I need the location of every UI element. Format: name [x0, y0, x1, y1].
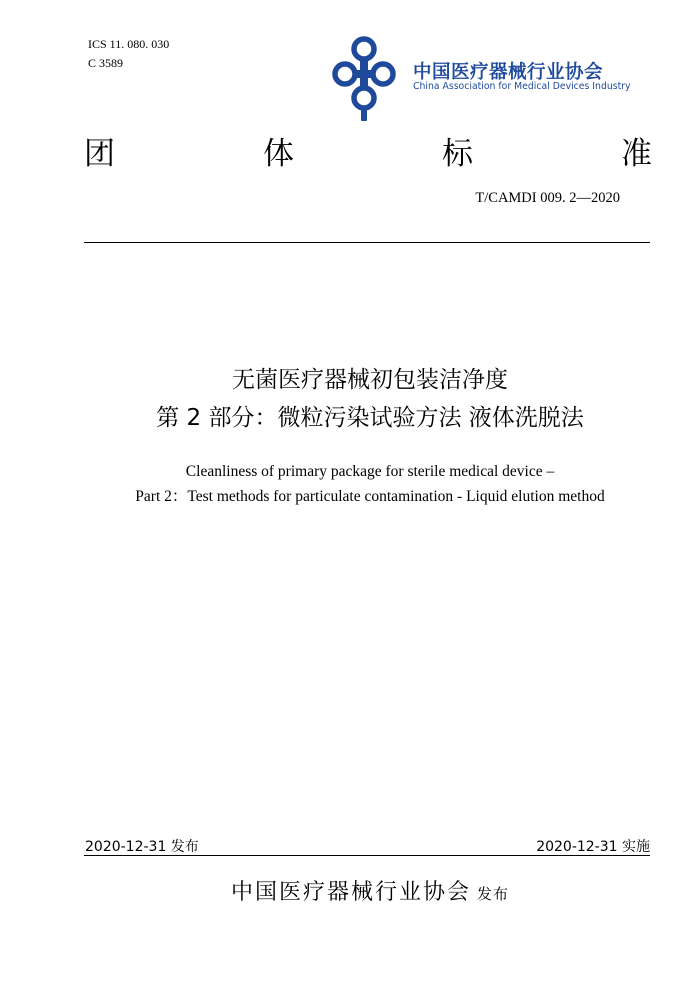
ics-code: ICS 11. 080. 030: [88, 37, 170, 51]
standard-type-heading: [84, 128, 652, 172]
title-cn-line-2: 第 2 部分：微粒污染试验方法 液体洗脱法: [156, 405, 584, 431]
standard-code: T/CAMDI 009. 2—2020: [475, 190, 620, 206]
standard-type-char: 准: [621, 136, 652, 172]
bottom-divider: [84, 855, 650, 856]
standard-type-char: 体: [263, 136, 294, 172]
association-name-cn: 中国医疗器械行业协会: [413, 62, 604, 83]
title-chinese: [0, 361, 700, 437]
knot-logo-icon: [330, 34, 410, 124]
classification-codes: [88, 35, 169, 73]
top-divider: [84, 242, 650, 243]
standard-type-char: 标: [442, 136, 473, 172]
ccs-code: C 3589: [88, 56, 124, 70]
publish-date: 2020-12-31 发布: [85, 839, 199, 855]
publisher-name: 中国医疗器械行业协会: [230, 880, 471, 905]
association-logo: [330, 34, 630, 126]
standard-type-char: 团: [84, 136, 115, 172]
title-en-line-1: Cleanliness of primary package for sterile medical device –: [185, 463, 555, 480]
association-name-en: China Association for Medical Devices Industry: [413, 81, 631, 92]
implement-date: 2020-12-31 实施: [536, 839, 650, 855]
title-cn-line-1: 无菌医疗器械初包装洁净度: [232, 367, 508, 393]
title-english: [0, 459, 700, 509]
title-en-line-2: Part 2：Test methods for particulate contamination - Liquid elution method: [135, 488, 605, 505]
publisher: [0, 875, 700, 906]
publisher-suffix: 发布: [477, 885, 510, 903]
